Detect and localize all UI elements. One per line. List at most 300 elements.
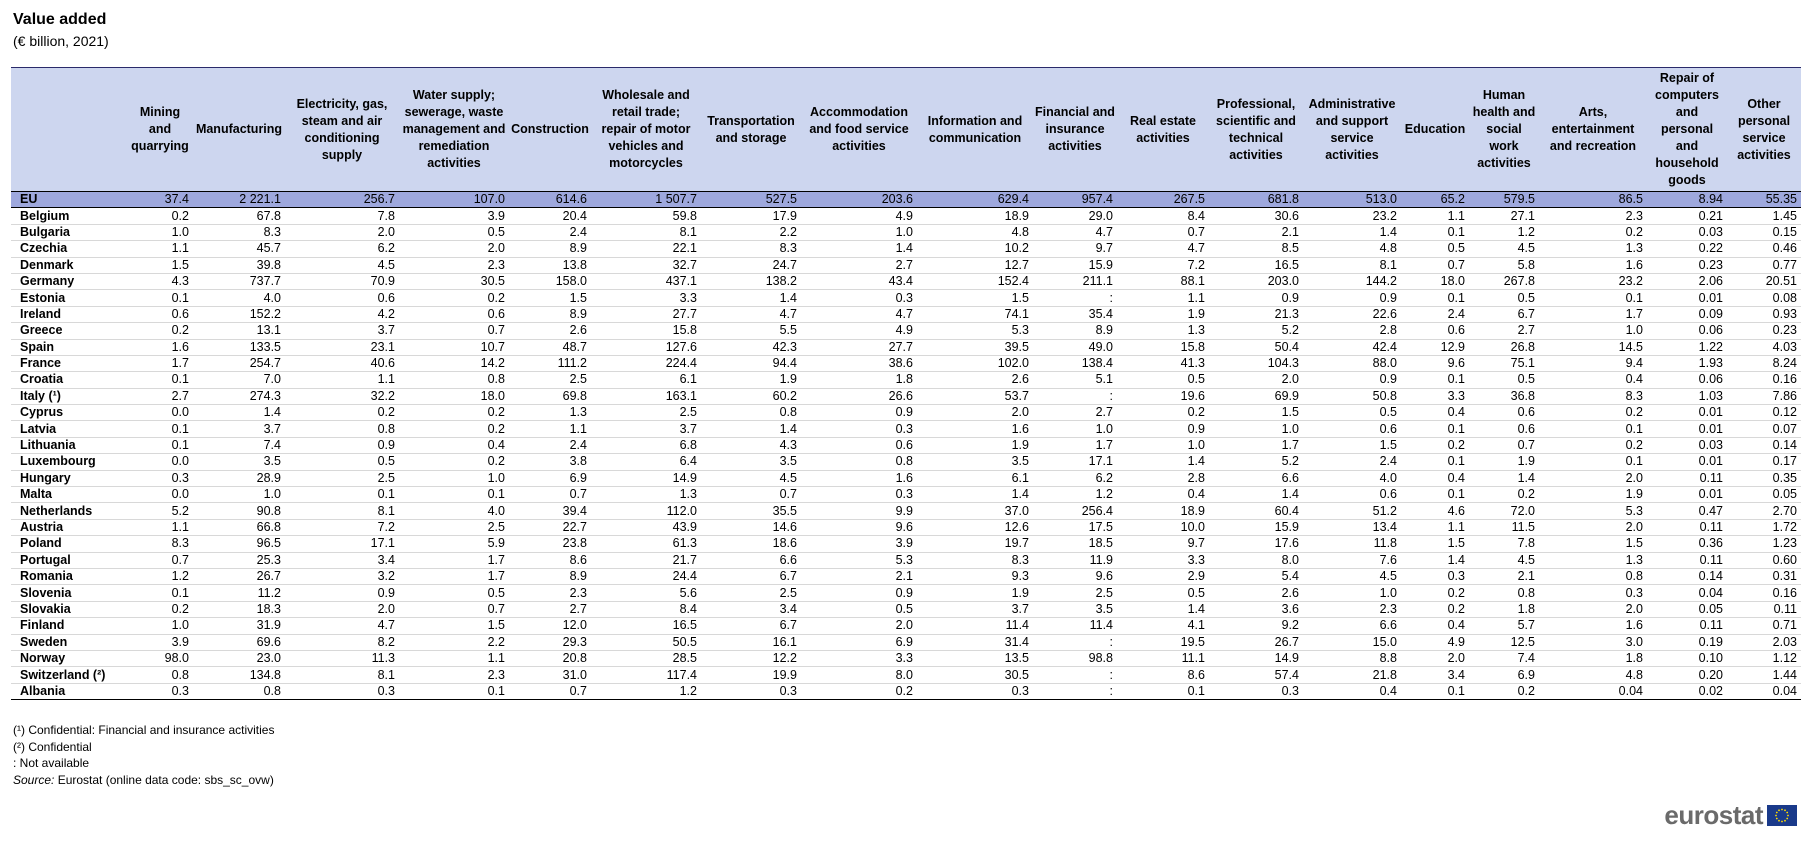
table-cell: 2.3 [1303, 601, 1401, 617]
table-cell: 1.4 [1117, 454, 1209, 470]
table-cell: 6.7 [701, 618, 801, 634]
table-cell: 1.7 [1209, 437, 1303, 453]
flag-star [1787, 815, 1789, 817]
table-cell: 0.3 [1401, 568, 1469, 584]
table-cell: 629.4 [917, 192, 1033, 208]
table-cell: 11.2 [193, 585, 285, 601]
table-cell: 1.8 [801, 372, 917, 388]
table-cell: 3.0 [1539, 634, 1647, 650]
table-cell: 22.1 [591, 241, 701, 257]
header-country [11, 68, 127, 192]
table-cell: 0.6 [1401, 323, 1469, 339]
table-cell: 15.9 [1209, 519, 1303, 535]
table-cell: 3.7 [285, 323, 399, 339]
table-cell: 7.2 [1117, 257, 1209, 273]
table-cell: 6.4 [591, 454, 701, 470]
table-cell: 1.6 [801, 470, 917, 486]
table-cell: 0.7 [399, 601, 509, 617]
table-cell: 25.3 [193, 552, 285, 568]
table-cell: 1.7 [399, 568, 509, 584]
row-label: Hungary [11, 470, 127, 486]
table-cell: 2.6 [917, 372, 1033, 388]
table-cell: 3.4 [285, 552, 399, 568]
table-cell: 0.2 [1539, 224, 1647, 240]
table-cell: 224.4 [591, 355, 701, 371]
table-cell: 254.7 [193, 355, 285, 371]
table-cell: 0.5 [1117, 585, 1209, 601]
table-cell: 20.51 [1727, 273, 1801, 289]
table-cell: 1.5 [509, 290, 591, 306]
table-cell: 4.9 [1401, 634, 1469, 650]
table-cell: 0.1 [1401, 454, 1469, 470]
table-cell: 0.7 [701, 487, 801, 503]
table-cell: 0.4 [1401, 405, 1469, 421]
table-cell: 0.4 [1303, 683, 1401, 699]
table-cell: 11.4 [917, 618, 1033, 634]
table-cell: 256.4 [1033, 503, 1117, 519]
table-cell: 8.3 [127, 536, 193, 552]
table-cell: 1.0 [1303, 585, 1401, 601]
table-cell: 0.6 [1303, 487, 1401, 503]
table-cell: 11.1 [1117, 650, 1209, 666]
table-cell: 17.1 [1033, 454, 1117, 470]
table-cell: 12.7 [917, 257, 1033, 273]
table-cell: 29.3 [509, 634, 591, 650]
table-cell: 1.4 [701, 290, 801, 306]
table-cell: 0.03 [1647, 224, 1727, 240]
table-cell: 107.0 [399, 192, 509, 208]
table-cell: 0.2 [1539, 437, 1647, 453]
table-cell: 8.3 [917, 552, 1033, 568]
table-cell: 681.8 [1209, 192, 1303, 208]
table-cell: 1 507.7 [591, 192, 701, 208]
data-table-container [11, 67, 1801, 700]
row-label: Sweden [11, 634, 127, 650]
flag-background [1767, 805, 1797, 826]
table-cell: 15.0 [1303, 634, 1401, 650]
table-cell: 134.8 [193, 667, 285, 683]
table-cell: 1.4 [1209, 487, 1303, 503]
table-cell: 4.0 [193, 290, 285, 306]
table-cell: 0.3 [701, 683, 801, 699]
table-cell: 0.9 [1303, 372, 1401, 388]
row-label: Malta [11, 487, 127, 503]
table-cell: 0.01 [1647, 487, 1727, 503]
table-cell: 437.1 [591, 273, 701, 289]
table-cell: 0.05 [1727, 487, 1801, 503]
table-cell: 57.4 [1209, 667, 1303, 683]
table-cell: 6.7 [701, 568, 801, 584]
row-label: Greece [11, 323, 127, 339]
flag-star [1776, 818, 1778, 820]
table-cell: 0.23 [1647, 257, 1727, 273]
flag-star [1778, 809, 1780, 811]
table-row [11, 487, 1801, 503]
table-cell: 1.9 [917, 585, 1033, 601]
table-cell: 0.2 [127, 208, 193, 224]
table-cell: 6.1 [591, 372, 701, 388]
table-row [11, 323, 1801, 339]
table-row [11, 421, 1801, 437]
table-cell: 3.5 [701, 454, 801, 470]
table-cell: 8.3 [701, 241, 801, 257]
table-cell: 96.5 [193, 536, 285, 552]
table-cell: 6.1 [917, 470, 1033, 486]
table-cell: 3.3 [1401, 388, 1469, 404]
table-row [11, 339, 1801, 355]
table-cell: 1.9 [701, 372, 801, 388]
row-label: Finland [11, 618, 127, 634]
table-cell: 0.3 [801, 487, 917, 503]
table-cell: : [1033, 667, 1117, 683]
table-cell: 18.5 [1033, 536, 1117, 552]
table-cell: 158.0 [509, 273, 591, 289]
table-cell: 0.0 [127, 487, 193, 503]
table-cell: 35.5 [701, 503, 801, 519]
table-cell: 0.9 [285, 585, 399, 601]
table-cell: 1.4 [1401, 552, 1469, 568]
table-cell: 2.4 [1303, 454, 1401, 470]
table-cell: 39.4 [509, 503, 591, 519]
column-header: Information and communication [917, 68, 1033, 192]
table-cell: 579.5 [1469, 192, 1539, 208]
table-cell: 203.0 [1209, 273, 1303, 289]
table-cell: 5.7 [1469, 618, 1539, 634]
table-cell: 28.9 [193, 470, 285, 486]
table-cell: 0.14 [1727, 437, 1801, 453]
table-cell: 13.4 [1303, 519, 1401, 535]
table-cell: 66.8 [193, 519, 285, 535]
table-row [11, 552, 1801, 568]
table-cell: 2.5 [509, 372, 591, 388]
table-cell: 0.6 [801, 437, 917, 453]
table-cell: 10.2 [917, 241, 1033, 257]
table-row [11, 650, 1801, 666]
table-cell: 0.01 [1647, 405, 1727, 421]
row-label: Slovakia [11, 601, 127, 617]
table-cell: 1.4 [801, 241, 917, 257]
table-cell: 2.0 [1539, 470, 1647, 486]
table-cell: 23.0 [193, 650, 285, 666]
table-cell: 1.0 [1539, 323, 1647, 339]
column-header: Human health and social work activities [1469, 68, 1539, 192]
table-cell: 0.1 [1401, 487, 1469, 503]
table-cell: 3.5 [1033, 601, 1117, 617]
table-cell: 1.7 [1539, 306, 1647, 322]
table-cell: 0.9 [1209, 290, 1303, 306]
table-cell: 9.9 [801, 503, 917, 519]
table-cell: 5.3 [1539, 503, 1647, 519]
table-cell: 60.2 [701, 388, 801, 404]
table-cell: : [1033, 683, 1117, 699]
table-cell: 6.6 [701, 552, 801, 568]
table-cell: 0.12 [1727, 405, 1801, 421]
table-cell: 152.2 [193, 306, 285, 322]
table-cell: 22.7 [509, 519, 591, 535]
table-cell: 70.9 [285, 273, 399, 289]
table-cell: 50.5 [591, 634, 701, 650]
table-cell: 8.8 [1303, 650, 1401, 666]
table-row [11, 601, 1801, 617]
table-cell: 2.5 [399, 519, 509, 535]
row-label: Estonia [11, 290, 127, 306]
table-cell: 75.1 [1469, 355, 1539, 371]
flag-star [1786, 818, 1788, 820]
table-cell: 267.5 [1117, 192, 1209, 208]
table-cell: 0.8 [701, 405, 801, 421]
table-row [11, 208, 1801, 224]
table-row [11, 241, 1801, 257]
table-row [11, 536, 1801, 552]
table-cell: 1.93 [1647, 355, 1727, 371]
table-cell: 26.7 [1209, 634, 1303, 650]
table-cell: 2.1 [1209, 224, 1303, 240]
table-cell: 4.5 [1469, 552, 1539, 568]
table-cell: 0.1 [1539, 421, 1647, 437]
table-cell: 18.0 [1401, 273, 1469, 289]
table-cell: 133.5 [193, 339, 285, 355]
table-cell: 0.5 [1469, 372, 1539, 388]
table-cell: 3.3 [801, 650, 917, 666]
column-header: Electricity, gas, steam and air conditioning supply [285, 68, 399, 192]
flag-star [1784, 809, 1786, 811]
table-row [11, 388, 1801, 404]
table-row [11, 224, 1801, 240]
table-cell: 5.2 [1209, 454, 1303, 470]
table-cell: 3.5 [193, 454, 285, 470]
row-label: Albania [11, 683, 127, 699]
table-cell: 0.5 [399, 585, 509, 601]
table-cell: 0.3 [1209, 683, 1303, 699]
table-cell: 0.20 [1647, 667, 1727, 683]
table-cell: 20.4 [509, 208, 591, 224]
table-cell: 20.8 [509, 650, 591, 666]
table-cell: 2.0 [1539, 519, 1647, 535]
table-cell: 1.0 [1033, 421, 1117, 437]
table-cell: 0.08 [1727, 290, 1801, 306]
table-cell: 2.9 [1117, 568, 1209, 584]
table-cell: 1.6 [1539, 257, 1647, 273]
table-cell: 1.4 [1303, 224, 1401, 240]
table-cell: 0.4 [1401, 470, 1469, 486]
table-cell: 1.1 [1401, 519, 1469, 535]
table-cell: 0.06 [1647, 323, 1727, 339]
flag-star [1776, 812, 1778, 814]
table-cell: 4.3 [701, 437, 801, 453]
table-cell: 0.5 [285, 454, 399, 470]
table-cell: 8.0 [1209, 552, 1303, 568]
table-cell: 3.7 [193, 421, 285, 437]
table-cell: 4.7 [1117, 241, 1209, 257]
table-cell: 2.0 [917, 405, 1033, 421]
table-cell: 4.7 [801, 306, 917, 322]
table-cell: 0.01 [1647, 421, 1727, 437]
table-cell: 0.7 [1117, 224, 1209, 240]
table-cell: 90.8 [193, 503, 285, 519]
table-cell: 15.8 [1117, 339, 1209, 355]
table-cell: 41.3 [1117, 355, 1209, 371]
table-cell: 0.4 [1401, 618, 1469, 634]
row-label: Austria [11, 519, 127, 535]
table-cell: 2.1 [801, 568, 917, 584]
table-cell: 614.6 [509, 192, 591, 208]
table-cell: 1.4 [193, 405, 285, 421]
table-cell: 31.4 [917, 634, 1033, 650]
table-cell: 4.03 [1727, 339, 1801, 355]
table-cell: 1.1 [1401, 208, 1469, 224]
row-label: France [11, 355, 127, 371]
table-cell: 7.8 [285, 208, 399, 224]
table-cell: 127.6 [591, 339, 701, 355]
table-cell: 27.7 [591, 306, 701, 322]
table-cell: 0.46 [1727, 241, 1801, 257]
table-cell: 9.2 [1209, 618, 1303, 634]
table-cell: 98.0 [127, 650, 193, 666]
table-cell: 8.1 [285, 667, 399, 683]
table-cell: 55.35 [1727, 192, 1801, 208]
table-cell: 37.4 [127, 192, 193, 208]
table-cell: 0.17 [1727, 454, 1801, 470]
column-header: Real estate activities [1117, 68, 1209, 192]
table-cell: 31.9 [193, 618, 285, 634]
table-cell: 0.0 [127, 454, 193, 470]
footnotes [13, 722, 274, 788]
table-cell: 0.60 [1727, 552, 1801, 568]
table-cell: 1.7 [399, 552, 509, 568]
table-cell: 1.1 [509, 421, 591, 437]
table-cell: : [1033, 290, 1117, 306]
table-cell: 1.72 [1727, 519, 1801, 535]
table-cell: 0.22 [1647, 241, 1727, 257]
table-cell: 19.6 [1117, 388, 1209, 404]
table-cell: 1.45 [1727, 208, 1801, 224]
table-cell: 0.8 [193, 683, 285, 699]
table-cell: 0.5 [1469, 290, 1539, 306]
table-cell: 1.3 [509, 405, 591, 421]
table-cell: 0.7 [127, 552, 193, 568]
table-cell: 1.8 [1469, 601, 1539, 617]
table-cell: 152.4 [917, 273, 1033, 289]
table-cell: 2.0 [801, 618, 917, 634]
table-cell: 2.03 [1727, 634, 1801, 650]
table-cell: 1.5 [1303, 437, 1401, 453]
table-cell: 69.9 [1209, 388, 1303, 404]
table-cell: 59.8 [591, 208, 701, 224]
table-cell: 2.0 [285, 601, 399, 617]
table-cell: 8.2 [285, 634, 399, 650]
table-cell: 144.2 [1303, 273, 1401, 289]
table-cell: 0.47 [1647, 503, 1727, 519]
table-cell: 9.7 [1033, 241, 1117, 257]
column-header: Repair of computers and personal and household goods [1647, 68, 1727, 192]
table-cell: 3.9 [399, 208, 509, 224]
table-cell: 65.2 [1401, 192, 1469, 208]
table-row [11, 192, 1801, 208]
table-cell: 6.2 [1033, 470, 1117, 486]
table-cell: 9.7 [1117, 536, 1209, 552]
table-cell: 5.3 [801, 552, 917, 568]
table-cell: 0.6 [127, 306, 193, 322]
table-cell: 0.5 [1117, 372, 1209, 388]
table-cell: 17.1 [285, 536, 399, 552]
table-cell: 0.35 [1727, 470, 1801, 486]
table-cell: 2.6 [509, 323, 591, 339]
table-cell: 0.3 [801, 290, 917, 306]
row-label: Portugal [11, 552, 127, 568]
table-cell: 2.0 [1539, 601, 1647, 617]
table-cell: 0.6 [1469, 405, 1539, 421]
table-cell: 32.2 [285, 388, 399, 404]
table-cell: 32.7 [591, 257, 701, 273]
table-cell: 0.1 [1539, 454, 1647, 470]
table-cell: 8.94 [1647, 192, 1727, 208]
table-cell: 4.8 [1303, 241, 1401, 257]
table-cell: 112.0 [591, 503, 701, 519]
table-cell: 3.4 [701, 601, 801, 617]
footnote-3: : Not available [13, 756, 90, 770]
table-cell: 12.2 [701, 650, 801, 666]
table-cell: 13.1 [193, 323, 285, 339]
table-cell: 0.5 [1303, 405, 1401, 421]
footnote-2: (²) Confidential [13, 739, 92, 754]
table-cell: 0.1 [1401, 290, 1469, 306]
table-cell: 0.3 [127, 470, 193, 486]
table-cell: 72.0 [1469, 503, 1539, 519]
table-cell: 7.2 [285, 519, 399, 535]
table-cell: 0.1 [399, 683, 509, 699]
table-row [11, 503, 1801, 519]
table-cell: 21.7 [591, 552, 701, 568]
table-cell: 5.8 [1469, 257, 1539, 273]
table-row [11, 618, 1801, 634]
table-cell: 4.2 [285, 306, 399, 322]
table-cell: 0.2 [399, 421, 509, 437]
table-cell: 0.1 [1401, 683, 1469, 699]
table-cell: 23.2 [1539, 273, 1647, 289]
table-cell: 1.2 [127, 568, 193, 584]
table-cell: 203.6 [801, 192, 917, 208]
column-header: Education [1401, 68, 1469, 192]
table-cell: 4.5 [1303, 568, 1401, 584]
table-cell: 2.5 [1033, 585, 1117, 601]
table-cell: 0.8 [285, 421, 399, 437]
table-cell: 3.9 [801, 536, 917, 552]
table-cell: 3.9 [127, 634, 193, 650]
table-cell: 1.0 [1209, 421, 1303, 437]
eu-flag-icon [1767, 805, 1797, 826]
table-cell: 4.7 [1033, 224, 1117, 240]
row-label: Belgium [11, 208, 127, 224]
table-cell: 0.1 [127, 290, 193, 306]
table-cell: 38.6 [801, 355, 917, 371]
column-header: Administrative and support service activities [1303, 68, 1401, 192]
table-cell: 11.3 [285, 650, 399, 666]
table-cell: 0.1 [399, 487, 509, 503]
table-row [11, 355, 1801, 371]
table-cell: 31.0 [509, 667, 591, 683]
table-cell: 1.1 [127, 241, 193, 257]
table-cell: 88.0 [1303, 355, 1401, 371]
table-cell: 51.2 [1303, 503, 1401, 519]
table-cell: 0.2 [1539, 405, 1647, 421]
table-cell: 4.8 [917, 224, 1033, 240]
logo-text: eurostat [1664, 800, 1763, 830]
table-cell: 1.12 [1727, 650, 1801, 666]
table-cell: 0.7 [1469, 437, 1539, 453]
table-cell: 16.5 [1209, 257, 1303, 273]
table-row [11, 683, 1801, 699]
table-cell: 0.1 [127, 372, 193, 388]
